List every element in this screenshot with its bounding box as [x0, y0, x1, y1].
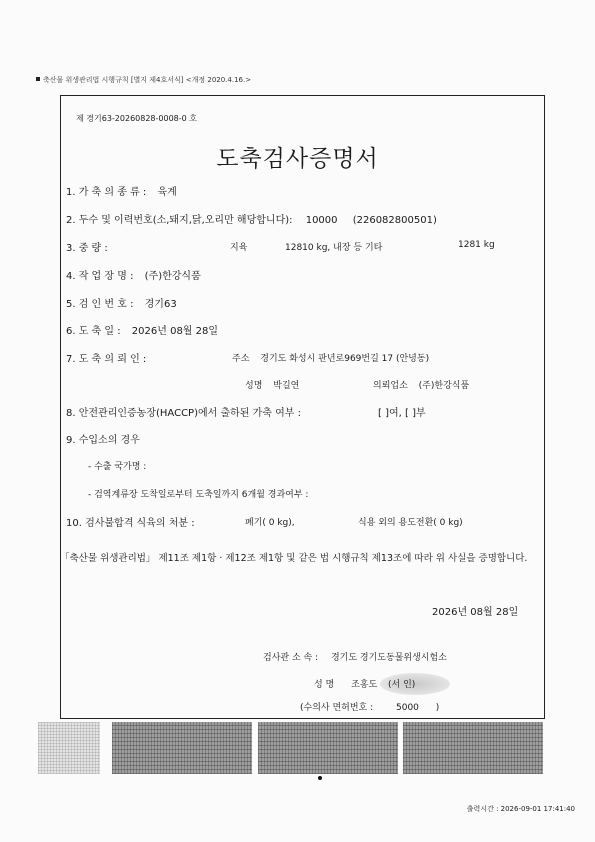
name-label: 성명: [245, 381, 263, 391]
requester-address: [232, 351, 429, 364]
affiliation-label: 검사관 소 속 :: [263, 653, 319, 663]
requester-business: [373, 378, 469, 391]
row-haccp: [66, 404, 301, 419]
address-value: 경기도 화성시 판년로969번길 17 (안녕동): [260, 354, 430, 364]
label: 3. 중 량 :: [66, 243, 108, 254]
security-pattern-3: [403, 722, 543, 774]
disposal-amount: 폐기( 0 kg),: [245, 518, 295, 528]
label: 7. 도 축 의 뢰 인 :: [66, 354, 147, 365]
dot-mark-icon: [318, 776, 322, 780]
row-disposal: [66, 514, 195, 529]
legal-basis: [36, 75, 251, 85]
row-livestock-type: [66, 183, 177, 198]
seal-label: (서 인): [388, 680, 416, 690]
requester-name: [245, 378, 299, 391]
row-weight: [66, 239, 108, 254]
certificate-number: 제 경기63-20260828-0008-0 호: [76, 114, 198, 123]
other-weight: 1281 kg: [458, 240, 495, 250]
bullet-icon: [36, 77, 40, 81]
license-close: ): [435, 703, 440, 713]
label: 5. 검 인 번 호 :: [66, 299, 134, 310]
label: 1. 가 축 의 종 류 :: [66, 187, 147, 198]
value: 2026년 08월 28일: [131, 326, 219, 337]
inspector-name: [314, 677, 377, 690]
security-pattern-1: [112, 722, 252, 774]
quarantine-period: - 검역계류장 도착일로부터 도축일까지 6개월 경과여부 :: [88, 490, 309, 500]
row-requester: [66, 350, 146, 365]
security-pattern-2: [258, 722, 398, 774]
print-timestamp: 출력시간 : 2026-09-01 17:41:40: [466, 805, 575, 813]
name-label: 성 명: [314, 680, 335, 690]
certification-statement: 「축산물 위생관리법」 제11조 제1항 · 제12조 제1항 및 같은 법 시행규칙 제13조에 따라 위 사실을 증명합니다.: [60, 553, 528, 564]
legal-basis-text: 축산물 위생관리법 시행규칙 [별지 제4호서식] <개정 2020.4.16.>: [43, 76, 252, 84]
security-pattern-left: [38, 722, 100, 774]
value: (주)한강식품: [144, 271, 201, 282]
row-import: 9. 수입소의 경우: [66, 435, 140, 446]
inspector-affiliation: [263, 650, 447, 663]
label: 6. 도 축 일 :: [66, 326, 121, 337]
issue-date: 2026년 08월 28일: [432, 607, 519, 618]
row-count-trace: [66, 211, 437, 226]
business-value: (주)한강식품: [418, 381, 470, 391]
carcass-weight: 12810 kg, 내장 등 기타: [285, 243, 383, 253]
head-count: 10000: [305, 215, 338, 226]
name-value: 박길연: [273, 381, 300, 391]
conversion-amount: 식용 외의 용도전환( 0 kg): [358, 518, 463, 528]
business-label: 의뢰업소: [373, 381, 408, 391]
address-label: 주소: [232, 354, 250, 364]
value: 경기63: [144, 299, 177, 310]
row-slaughter-date: [66, 322, 218, 337]
document-title: 도축검사증명서: [216, 146, 379, 172]
label: 2. 두수 및 이력번호(소,돼지,닭,오리만 해당합니다):: [66, 215, 293, 226]
label: 10. 검사불합격 식육의 처분 :: [66, 518, 195, 529]
label: 4. 작 업 장 명 :: [66, 271, 134, 282]
affiliation-value: 경기도 경기도동물위생시험소: [330, 653, 447, 663]
haccp-options: [ ]여, [ ]부: [378, 408, 426, 419]
weight-kind: 지육: [230, 243, 248, 253]
license-value: 5000: [396, 703, 419, 713]
row-workplace: [66, 267, 201, 282]
name-value: 조홍도: [351, 680, 378, 690]
license-label: (수의사 면허번호 :: [300, 703, 374, 713]
trace-number: (226082800501): [352, 215, 437, 226]
row-inspection-number: [66, 295, 177, 310]
label: 8. 안전관리인증농장(HACCP)에서 출하된 가축 여부 :: [66, 408, 302, 419]
inspector-license: [300, 700, 439, 713]
value: 육계: [157, 187, 177, 198]
export-country: - 수출 국가명 :: [88, 462, 147, 472]
